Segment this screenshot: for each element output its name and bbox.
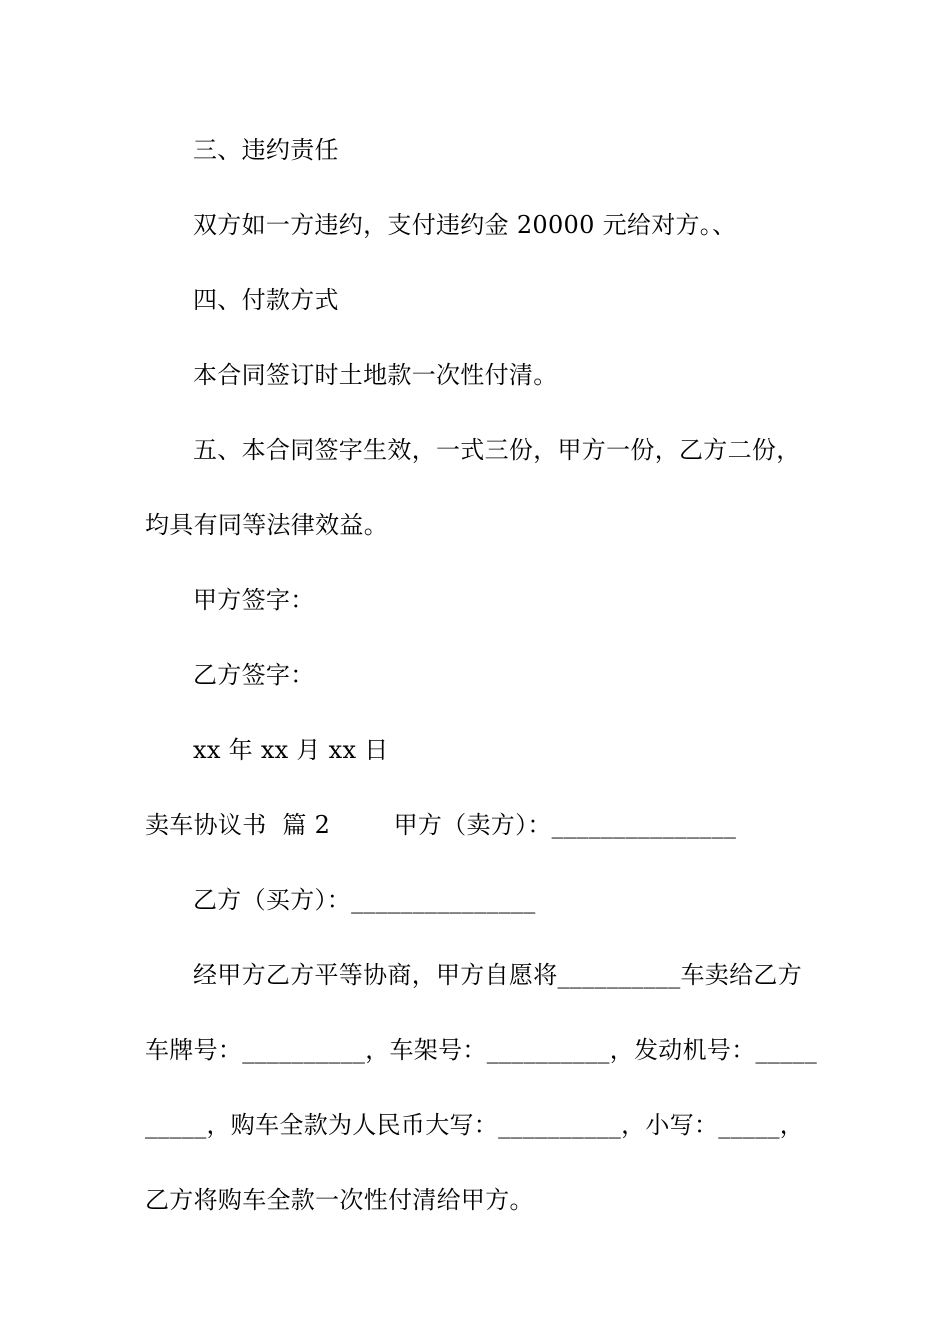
agreement-title-and-seller-line: 卖车协议书 篇 2 甲方（卖方）：_______________ (145, 811, 737, 839)
date-line: xx 年 xx 月 xx 日 (193, 736, 389, 764)
payment-paragraph: 本合同签订时土地款一次性付清。 (193, 361, 558, 389)
party-a-signature-label: 甲方签字： (193, 586, 315, 614)
negotiation-paragraph-line-2: 车牌号：__________，车架号：__________，发动机号：_____ (145, 1036, 817, 1064)
effectiveness-paragraph-line-1: 五、本合同签字生效，一式三份，甲方一份，乙方二份， (193, 436, 801, 464)
party-b-signature-label: 乙方签字： (193, 661, 315, 689)
negotiation-paragraph-line-4: 乙方将购车全款一次性付清给甲方。 (145, 1186, 534, 1214)
negotiation-paragraph-line-3: _____，购车全款为人民币大写：__________，小写：_____， (145, 1111, 805, 1139)
buyer-line: 乙方（买方）：_______________ (193, 886, 536, 914)
effectiveness-paragraph-line-2: 均具有同等法律效益。 (145, 511, 388, 539)
section-heading-breach-liability: 三、违约责任 (193, 136, 339, 164)
section-heading-payment-method: 四、付款方式 (193, 286, 339, 314)
negotiation-paragraph-line-1: 经甲方乙方平等协商，甲方自愿将__________车卖给乙方 (193, 961, 802, 989)
breach-penalty-paragraph: 双方如一方违约，支付违约金 20000 元给对方。、 (193, 211, 737, 239)
